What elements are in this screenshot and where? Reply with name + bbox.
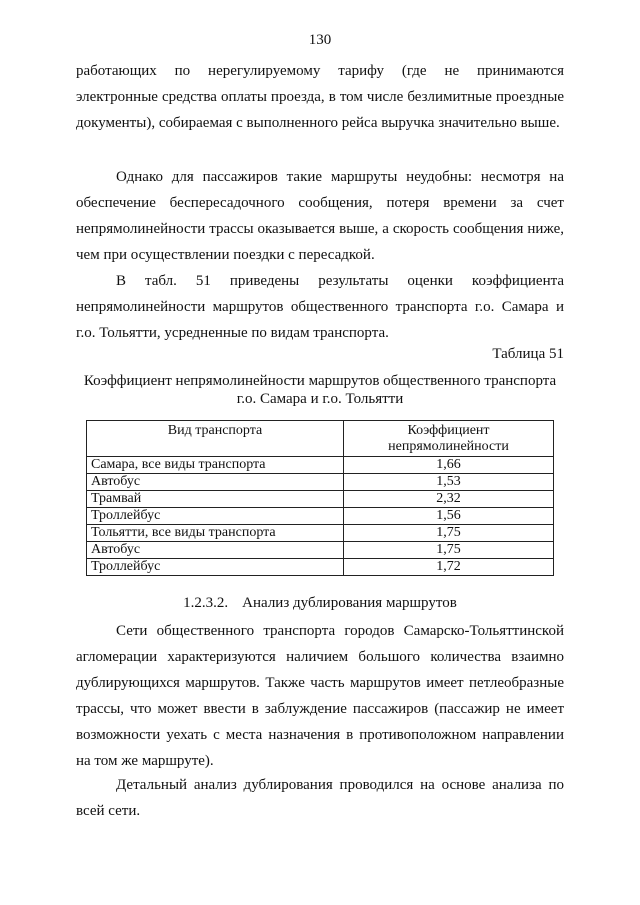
cell-coefficient: 1,66	[344, 457, 554, 474]
paragraph-2: Однако для пассажиров такие маршруты неудобны: несмотря на обеспечение беспересадочного сообщения, потеря времени за счет непрямолинейности трассы оказывается выше, а скорость сообщения ниже, чем при осуществлении поездки с пересадкой.	[76, 169, 564, 263]
coefficient-table	[86, 420, 554, 576]
table-row	[87, 559, 554, 576]
section-heading	[0, 595, 640, 612]
cell-coefficient: 1,72	[344, 559, 554, 576]
table-row	[87, 542, 554, 559]
cell-transport-type: Троллейбус	[87, 508, 344, 525]
table-header-row	[87, 421, 554, 457]
paragraph-1: работающих по нерегулируемому тарифу (где не принимаются электронные средства оплаты проезда, в том числе безлимитные проездные документы), собираемая с выполненного рейса выручка значительно выше.	[76, 63, 564, 131]
cell-transport-type: Трамвай	[87, 491, 344, 508]
table-label: Таблица 51	[492, 346, 564, 362]
paragraph-3: В табл. 51 приведены результаты оценки коэффициента непрямолинейности маршрутов общественного транспорта г.о. Самара и г.о. Тольятти, усредненные по видам транспорта.	[76, 273, 564, 341]
table-row	[87, 508, 554, 525]
cell-coefficient: 1,56	[344, 508, 554, 525]
cell-transport-type: Самара, все виды транспорта	[87, 457, 344, 474]
table-title-line-1: Коэффициент непрямолинейности маршрутов общественного транспорта	[83, 373, 557, 389]
page-number: 130	[308, 32, 332, 48]
cell-transport-type: Автобус	[87, 474, 344, 491]
table-title-line-2: г.о. Самара и г.о. Тольятти	[236, 391, 404, 407]
cell-coefficient: 1,53	[344, 474, 554, 491]
table-title	[76, 372, 564, 408]
cell-coefficient: 1,75	[344, 525, 554, 542]
table-row	[87, 457, 554, 474]
cell-transport-type: Троллейбус	[87, 559, 344, 576]
header-coefficient	[344, 421, 554, 457]
header-transport-type: Вид транспорта	[87, 421, 344, 457]
section-number: 1.2.3.2.	[183, 595, 229, 611]
table-row	[87, 525, 554, 542]
paragraph-4: Сети общественного транспорта городов Самарско-Тольяттинской агломерации характеризуются наличием большого количества взаимно дублирующихся маршрутов. Также часть маршрутов имеет петлеобразные трассы, что может ввести в заблуждение пассажиров (пассажир не имеет возможности уехать с места назначения в противоположном направлении на том же маршруте).	[76, 623, 564, 769]
cell-transport-type: Автобус	[87, 542, 344, 559]
table-row	[87, 474, 554, 491]
cell-coefficient: 1,75	[344, 542, 554, 559]
cell-transport-type: Тольятти, все виды транспорта	[87, 525, 344, 542]
header-coefficient-line-1: Коэффициент	[407, 423, 490, 438]
section-title: Анализ дублирования маршрутов	[242, 595, 457, 611]
cell-coefficient: 2,32	[344, 491, 554, 508]
header-coefficient-line-2: непрямолинейности	[388, 439, 509, 454]
paragraph-5: Детальный анализ дублирования проводился на основе анализа по всей сети.	[76, 777, 564, 819]
table-row	[87, 491, 554, 508]
